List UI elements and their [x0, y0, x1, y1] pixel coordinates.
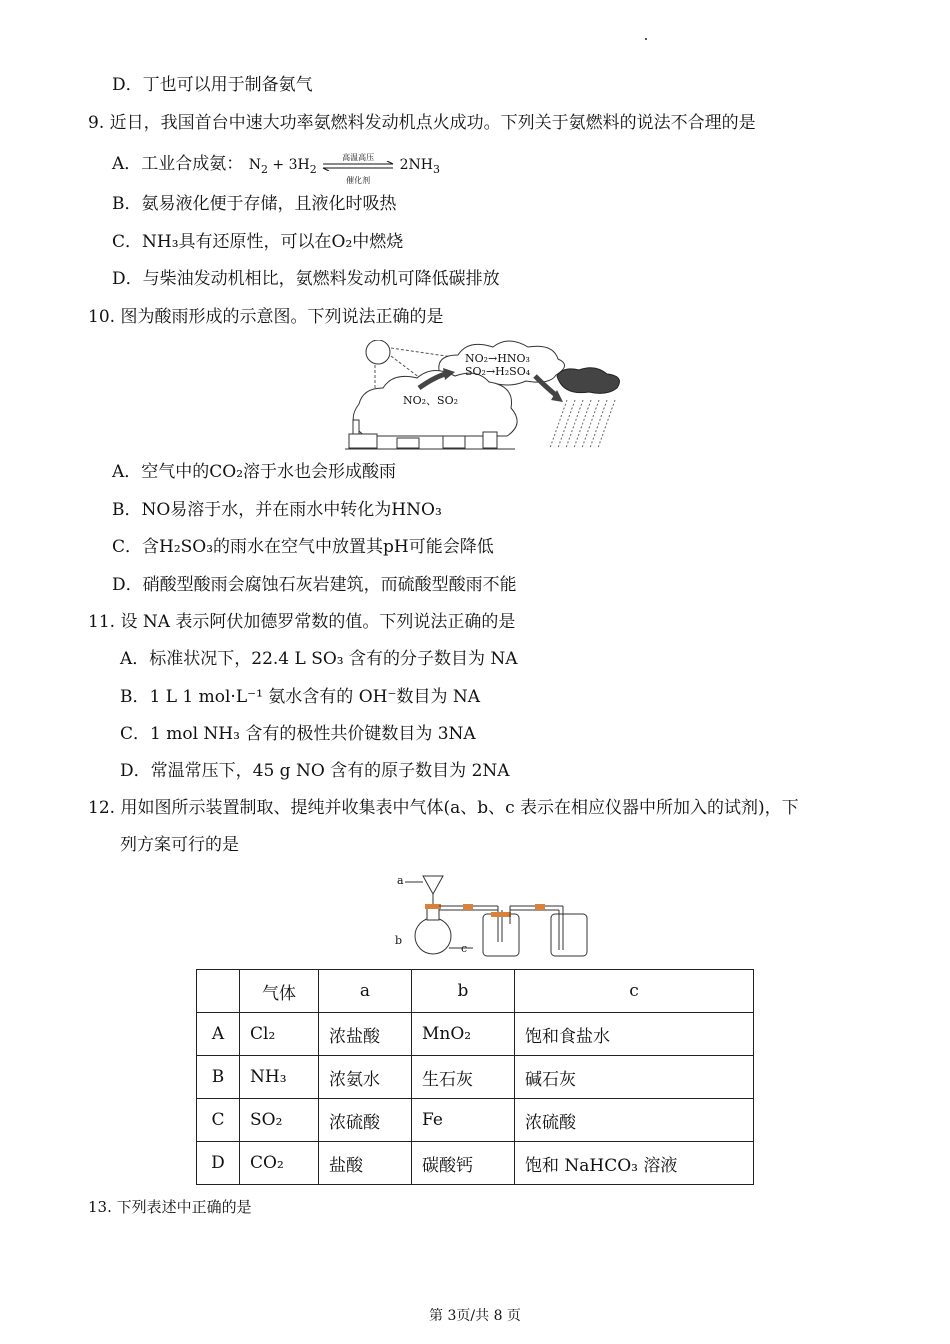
q10-option-a: A．空气中的CO₂溶于水也会形成酸雨 — [112, 462, 397, 482]
fig-label-gases: NO₂、SO₂ — [403, 394, 459, 407]
table-header-row — [197, 970, 754, 1013]
table-cell: Cl₂ — [240, 1013, 319, 1056]
table-header-cell: a — [319, 970, 412, 1013]
fig-label-b: b — [395, 934, 403, 947]
table-cell: D — [197, 1142, 240, 1185]
table-cell: NH₃ — [240, 1056, 319, 1099]
q12-stem-line2: 列方案可行的是 — [120, 835, 239, 855]
q9-stem: 9. 近日，我国首台中速大功率氨燃料发动机点火成功。下列关于氨燃料的说法不合理的是 — [88, 113, 756, 133]
q11-stem: 11. 设 NA 表示阿伏加德罗常数的值。下列说法正确的是 — [88, 612, 516, 632]
apparatus-diagram — [393, 868, 598, 960]
table-cell: CO₂ — [240, 1142, 319, 1185]
fig-label-nox: NO₂→HNO₃ — [465, 352, 530, 365]
apparatus-figure — [393, 868, 598, 960]
table-cell: 碱石灰 — [515, 1056, 754, 1099]
acid-rain-figure — [345, 340, 635, 450]
table-header-cell: c — [515, 970, 754, 1013]
q10-stem: 10. 图为酸雨形成的示意图。下列说法正确的是 — [88, 307, 444, 327]
table-cell: SO₂ — [240, 1099, 319, 1142]
q9-option-a-prefix: A．工业合成氨： — [112, 154, 244, 174]
table-header-cell: 气体 — [240, 970, 319, 1013]
q10-option-d: D．硝酸型酸雨会腐蚀石灰岩建筑，而硫酸型酸雨不能 — [112, 575, 517, 595]
table-row — [197, 1056, 754, 1099]
q11-option-b: B．1 L 1 mol·L⁻¹ 氨水含有的 OH⁻数目为 NA — [120, 687, 480, 707]
table-cell: A — [197, 1013, 240, 1056]
q9-option-a — [112, 153, 440, 185]
table-cell: 饱和食盐水 — [515, 1013, 754, 1056]
table-cell: 浓氨水 — [319, 1056, 412, 1099]
q9-condition-bottom: 催化剂 — [346, 176, 371, 185]
table-cell: C — [197, 1099, 240, 1142]
table-cell: 浓盐酸 — [319, 1013, 412, 1056]
q11-option-c: C．1 mol NH₃ 含有的极性共价键数目为 3NA — [120, 724, 476, 744]
table-row — [197, 1142, 754, 1185]
q9-option-c: C．NH₃具有还原性，可以在O₂中燃烧 — [112, 232, 404, 252]
q12-stem-line1: 12. 用如图所示装置制取、提纯并收集表中气体(a、b、c 表示在相应仪器中所加入的试剂)，下 — [88, 798, 799, 818]
table-header-cell: b — [412, 970, 515, 1013]
q9-option-d: D．与柴油发动机相比，氨燃料发动机可降低碳排放 — [112, 269, 500, 289]
q11-option-d: D．常温常压下，45 g NO 含有的原子数目为 2NA — [120, 761, 510, 781]
table-cell: 浓硫酸 — [319, 1099, 412, 1142]
q9-option-b: B．氨易液化便于存储，且液化时吸热 — [112, 194, 397, 214]
q9-condition-top: 高温高压 — [342, 153, 375, 162]
fig-label-sox: SO₂→H₂SO₄ — [465, 365, 531, 378]
q9-equation: $N_2 + 3H_2$ 高温高压 催化剂 $2NH_3$ — [249, 157, 440, 173]
gas-table — [196, 969, 754, 1185]
table-row — [197, 1099, 754, 1142]
table-cell: Fe — [412, 1099, 515, 1142]
table-cell: 生石灰 — [412, 1056, 515, 1099]
table-row — [197, 1013, 754, 1056]
q10-option-c: C．含H₂SO₃的雨水在空气中放置其pH可能会降低 — [112, 537, 494, 557]
table-cell: 盐酸 — [319, 1142, 412, 1185]
fig-label-c: c — [461, 942, 468, 955]
table-cell: MnO₂ — [412, 1013, 515, 1056]
fig-label-a: a — [397, 874, 404, 887]
table-cell: 碳酸钙 — [412, 1142, 515, 1185]
q11-option-a: A．标准状况下，22.4 L SO₃ 含有的分子数目为 NA — [120, 649, 518, 669]
table-cell: B — [197, 1056, 240, 1099]
page-footer: 第 3页/共 8 页 — [429, 1308, 521, 1324]
table-header-cell — [197, 970, 240, 1013]
table-cell: 饱和 NaHCO₃ 溶液 — [515, 1142, 754, 1185]
q10-option-b: B．NO易溶于水，并在雨水中转化为HNO₃ — [112, 500, 442, 520]
q13-stem: 13. 下列表述中正确的是 — [88, 1198, 252, 1216]
table-cell: 浓硫酸 — [515, 1099, 754, 1142]
q8-option-d: D．丁也可以用于制备氨气 — [112, 75, 313, 95]
page-mark — [645, 38, 647, 40]
